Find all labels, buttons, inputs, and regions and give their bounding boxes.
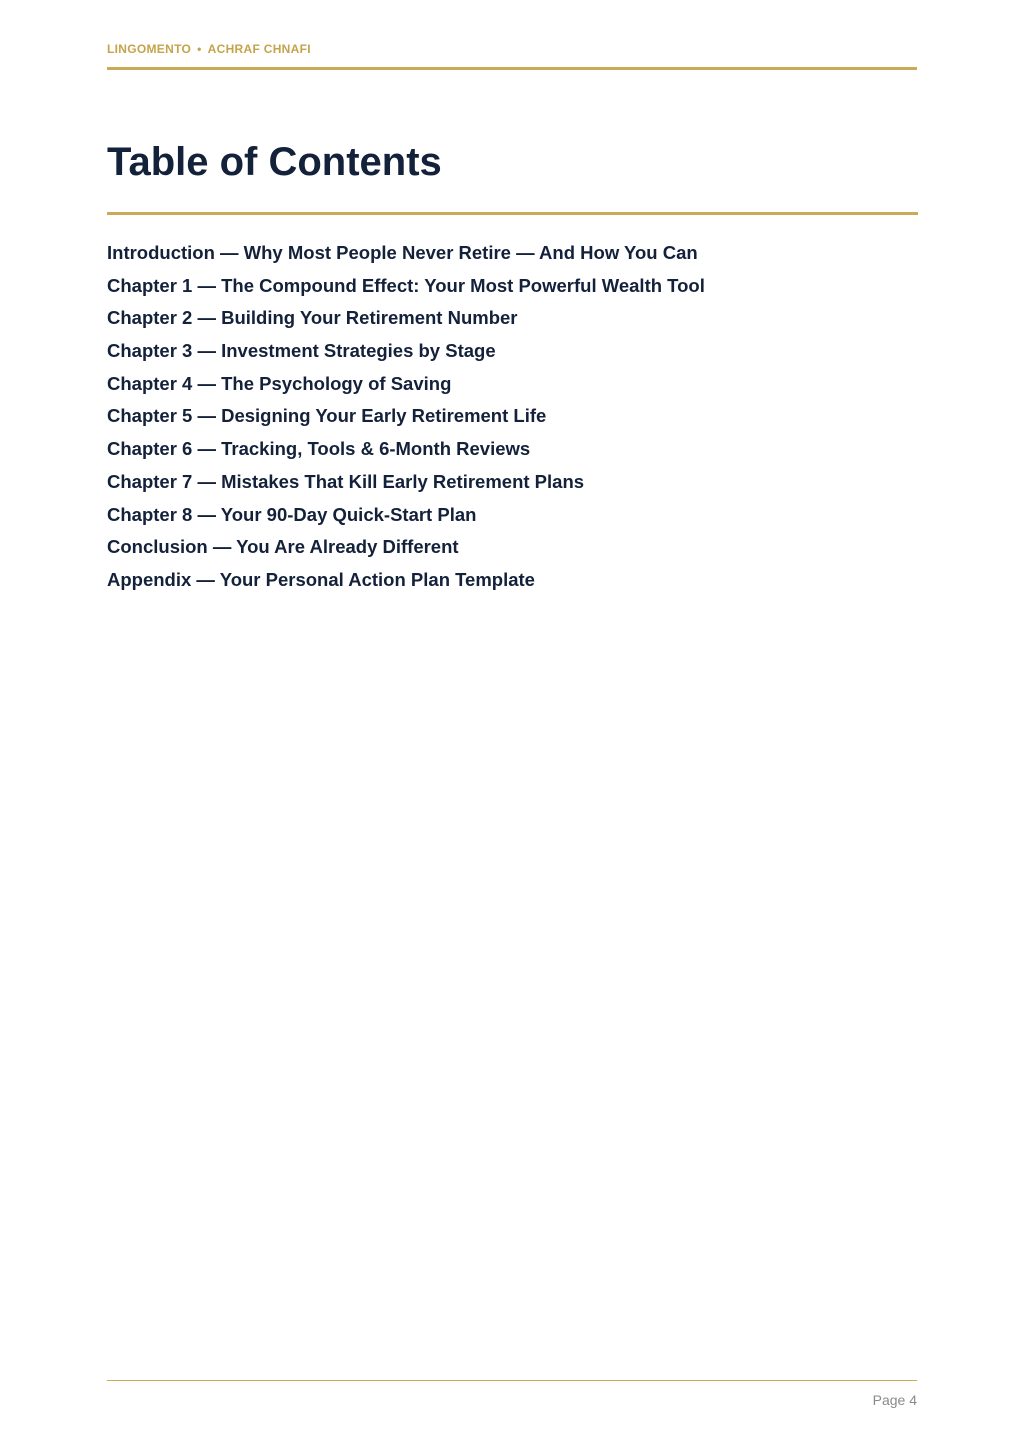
title-divider: [107, 212, 918, 215]
toc-entry: Chapter 3 — Investment Strategies by Stage: [107, 340, 496, 362]
header-separator: •: [197, 42, 202, 56]
toc-entry: Introduction — Why Most People Never Retire — And How You Can: [107, 242, 698, 263]
toc-entry: Chapter 4 — The Psychology of Saving: [107, 372, 452, 394]
table-of-contents: [107, 239, 705, 599]
toc-entry: Chapter 8 — Your 90-Day Quick-Start Plan: [107, 503, 477, 525]
header-brand: LINGOMENTO: [107, 42, 192, 56]
toc-entry: Conclusion — You Are Already Different: [107, 536, 459, 558]
footer-divider: [107, 1380, 917, 1381]
toc-entry: Chapter 6 — Tracking, Tools & 6-Month Reviews: [107, 438, 531, 460]
toc-entry: Appendix — Your Personal Action Plan Template: [107, 568, 535, 590]
page-number: Page 4: [872, 1392, 917, 1408]
toc-entry: Chapter 7 — Mistakes That Kill Early Retirement Plans: [107, 470, 585, 492]
page-title: Table of Contents: [107, 140, 442, 184]
toc-entry: Chapter 2 — Building Your Retirement Number: [107, 307, 518, 329]
running-header: [107, 42, 917, 56]
header-divider: [107, 67, 917, 70]
toc-entry: Chapter 5 — Designing Your Early Retirement Life: [107, 405, 547, 427]
toc-entry: Chapter 1 — The Compound Effect: Your Most Powerful Wealth Tool: [107, 274, 705, 296]
header-author: ACHRAF CHNAFI: [207, 42, 311, 56]
